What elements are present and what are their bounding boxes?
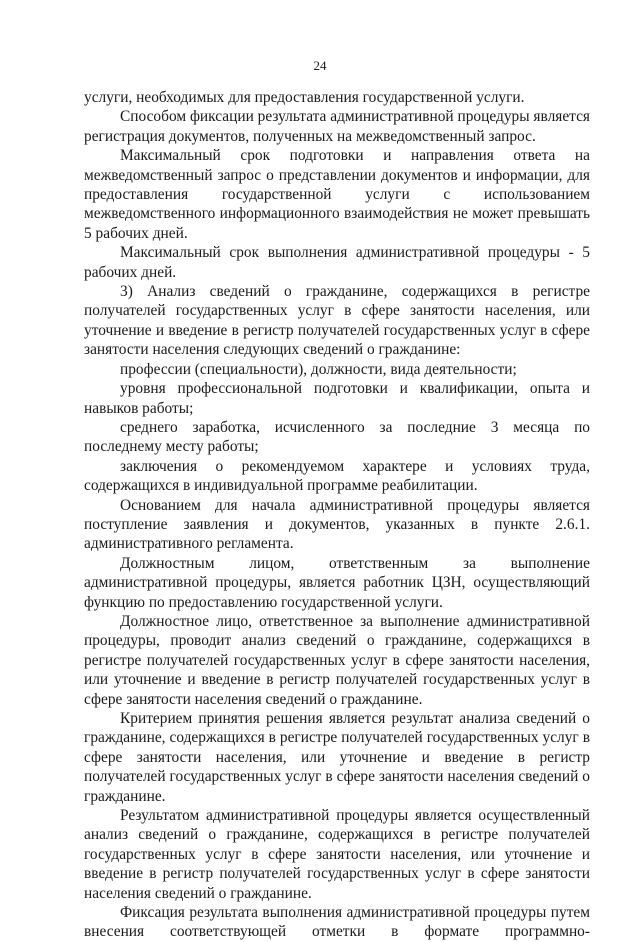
list-item: уровня профессиональной подготовки и квалификации, опыта и навыков работы;	[84, 380, 590, 417]
list-item: заключения о рекомендуемом характере и условиях труда, содержащихся в индивидуальной программе реабилитации.	[84, 457, 590, 495]
body-text	[84, 88, 590, 942]
list-item: профессии (специальности), должности, вида деятельности;	[120, 360, 517, 378]
paragraph: Должностным лицом, ответственным за выполнение административной процедуры, является работник ЦЗН, осуществляющий функцию по предоставлению государственной услуги.	[84, 554, 590, 611]
paragraph: Должностное лицо, ответственное за выполнение административной процедуры, проводит анализ сведений о гражданине, содержащихся в регистре получателей государственных услуг в сфере занятости населения, или уточнение и введение в регистр получателей государственных услуг в сфере занятости населения сведений о гражданине.	[84, 612, 590, 708]
paragraph: услуги, необходимых для предоставления государственной услуги.	[84, 89, 525, 106]
paragraph: Способом фиксации результата административной процедуры является регистрация документов, полученных на межведомственный запрос.	[84, 108, 590, 145]
paragraph: Основанием для начала административной процедуры является поступление заявления и документов, указанных в пункте 2.6.1. административного регламента.	[84, 496, 590, 553]
paragraph: 3) Анализ сведений о гражданине, содержащихся в регистре получателей государственных услуг в сфере занятости населения, или уточнение и введение в регистр получателей государственных услуг в сфере занятости населения следующих сведений о гражданине:	[84, 283, 590, 359]
list-item: среднего заработка, исчисленного за последние 3 месяца по последнему месту работы;	[84, 418, 590, 456]
paragraph: Фиксация результата выполнения административной процедуры путем внесения соответствующей отметки в формате программно-	[84, 904, 590, 941]
paragraph: Результатом административной процедуры является осуществленный анализ сведений о гражданине, содержащихся в регистре получателей государственных услуг в сфере занятости населения, или уточнение и введение в регистр получателей государственных услуг в сфере занятости населения сведений о гражданине.	[84, 807, 590, 902]
page-number: 24	[313, 58, 327, 73]
paragraph: Максимальный срок выполнения административной процедуры - 5 рабочих дней.	[84, 244, 590, 281]
paragraph: Максимальный срок подготовки и направления ответа на межведомственный запрос о представлении документов и информации, для предоставления государственной услуги с использованием межведомственного информационного взаимодействия не может превышать 5 рабочих дней.	[84, 147, 590, 242]
paragraph: Критерием принятия решения является результат анализа сведений о гражданине, содержащихся в регистре получателей государственных услуг в сфере занятости населения, или уточнение и введение в регистр получателей государственных услуг в сфере занятости населения сведений о гражданине.	[84, 710, 590, 805]
